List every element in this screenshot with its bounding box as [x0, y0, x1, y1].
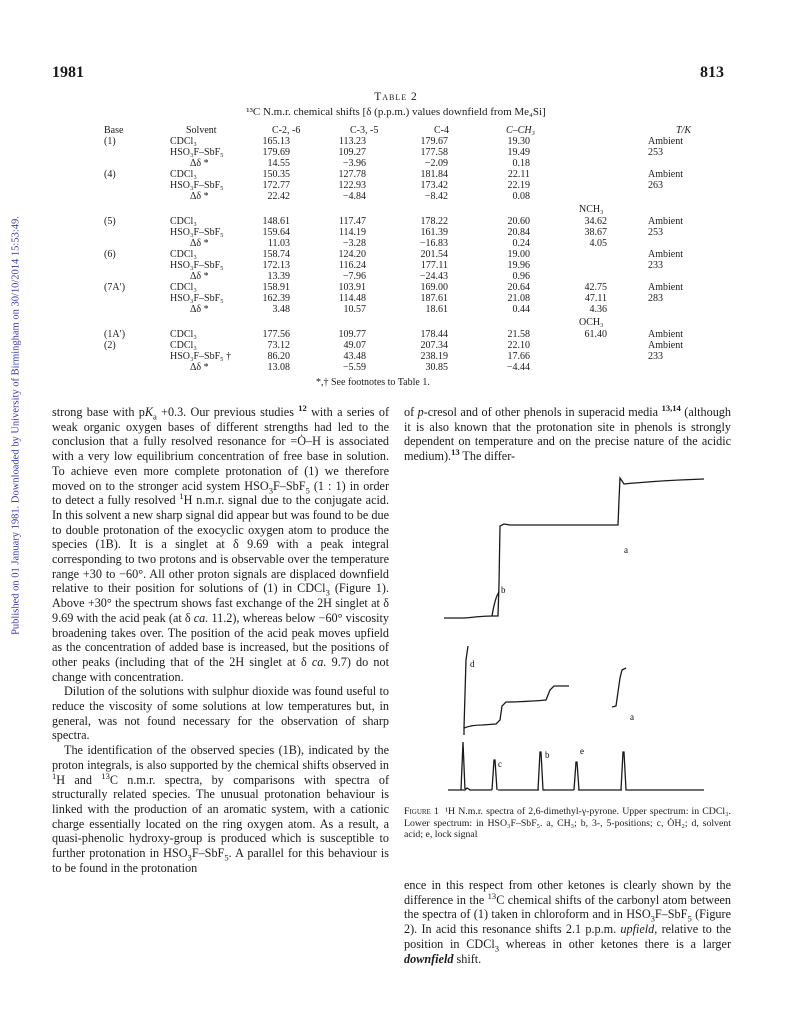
table-cell-c26: 148.61: [262, 216, 290, 227]
table-cell-c26: 162.39: [262, 293, 290, 304]
table-footnote: *,† See footnotes to Table 1.: [316, 377, 430, 388]
table-cell-cch3: 20.84: [507, 227, 530, 238]
table-cell-c26: 13.08: [267, 362, 290, 373]
table-header-base: Base: [104, 125, 124, 136]
table-header-tk: T/K: [676, 125, 692, 136]
table-cell-cch3: −4.44: [506, 362, 530, 373]
table-cell-cch3: 0.44: [512, 304, 530, 315]
table-cell-base: (6): [104, 249, 116, 260]
table-cell-solvent: Δδ *: [190, 304, 209, 315]
table-cell-tk: Ambient: [648, 340, 683, 351]
table-cell-c35: 10.57: [343, 304, 366, 315]
table-header-solvent: Solvent: [186, 125, 217, 136]
peak-b: [538, 752, 545, 790]
table-header-c4: C-4: [434, 125, 449, 136]
table-header-c26: C-2, -6: [272, 125, 301, 136]
table-cell-tk: 233: [648, 260, 663, 271]
table-cell-solvent: CDCl₃: [170, 216, 197, 227]
table-subhead-nch3: NCH₃: [579, 204, 604, 215]
table-cell-extra: 34.62: [584, 216, 607, 227]
table-cell-cch3: 20.64: [507, 282, 530, 293]
table-cell-base: (1A′): [104, 329, 126, 340]
table-cell-c26: 159.64: [262, 227, 290, 238]
table-cell-tk: Ambient: [648, 169, 683, 180]
table-cell-base: (4): [104, 169, 116, 180]
lower-spectrum-integral-d: [464, 646, 468, 728]
peak-a: [621, 752, 628, 790]
table-cell-solvent: HSO₃F–SbF₅ †: [170, 351, 232, 362]
table-cell-solvent: Δδ *: [190, 238, 209, 249]
table-cell-c4: 178.22: [420, 216, 448, 227]
label-b-upper: b: [501, 585, 506, 595]
table-cell-tk: Ambient: [648, 329, 683, 340]
peak-e: [574, 762, 579, 790]
table-cell-cch3: 17.66: [507, 351, 530, 362]
table-cell-solvent: HSO₃F–SbF₅: [170, 147, 224, 158]
table-cell-c35: 114.48: [338, 293, 366, 304]
figure-caption-label: Figure 1: [404, 806, 439, 817]
table-cell-solvent: CDCl₃: [170, 340, 197, 351]
table-cell-c35: 122.93: [338, 180, 366, 191]
table-cell-solvent: HSO₃F–SbF₅: [170, 227, 224, 238]
table-cell-c4: 179.67: [420, 136, 448, 147]
table-cell-tk: 253: [648, 147, 663, 158]
table-cell-solvent: CDCl₃: [170, 249, 197, 260]
table-cell-tk: 253: [648, 227, 663, 238]
table-cell-base: (2): [104, 340, 116, 351]
table-cell-c4: −2.09: [424, 158, 448, 169]
table-cell-solvent: Δδ *: [190, 191, 209, 202]
table-cell-extra: 47.11: [584, 293, 607, 304]
table-cell-tk: Ambient: [648, 216, 683, 227]
table-cell-cch3: 19.49: [507, 147, 530, 158]
table-cell-c35: 113.23: [338, 136, 366, 147]
table-cell-extra: 42.75: [584, 282, 607, 293]
table-cell-c4: −16.83: [419, 238, 448, 249]
table-cell-c26: 158.91: [262, 282, 290, 293]
table-cell-c35: 103.91: [338, 282, 366, 293]
table-cell-c4: 30.85: [425, 362, 448, 373]
table-cell-c4: 161.39: [420, 227, 448, 238]
table-cell-c26: 179.69: [262, 147, 290, 158]
table-cell-c26: 11.03: [267, 238, 290, 249]
table-cell-c4: 238.19: [420, 351, 448, 362]
table-cell-c4: −8.42: [424, 191, 448, 202]
page-number: 813: [700, 64, 724, 81]
table-cell-cch3: 20.60: [507, 216, 530, 227]
label-a-upper: a: [624, 545, 628, 555]
table-cell-c35: 109.27: [338, 147, 366, 158]
table-cell-solvent: Δδ *: [190, 362, 209, 373]
table-cell-tk: 233: [648, 351, 663, 362]
table-cell-c4: 173.42: [420, 180, 448, 191]
table-cell-c35: 117.47: [338, 216, 366, 227]
table-cell-cch3: 0.18: [512, 158, 530, 169]
table-cell-c35: 127.78: [338, 169, 366, 180]
table-cell-c4: −24.43: [419, 271, 448, 282]
table-cell-c26: 3.48: [272, 304, 290, 315]
table-header-cch3: C–CH₃: [506, 125, 536, 136]
figure-caption-text: ¹H N.m.r. spectra of 2,6-dimethyl-γ-pyrone. Upper spectrum: in CDCl₃. Lower spectrum: in HSO₃F–SbF₅. a, CH₃; b, 3-, 5-positions; c, ȮH₂; d, solvent acid; e, lock signal: [404, 806, 731, 840]
table-cell-tk: 263: [648, 180, 663, 191]
table-cell-c4: 181.84: [420, 169, 448, 180]
table-cell-c35: 116.24: [338, 260, 366, 271]
table-cell-c26: 13.39: [267, 271, 290, 282]
table-caption: ¹³C N.m.r. chemical shifts [δ (p.p.m.) values downfield from Me₄Si]: [246, 106, 546, 118]
table-cell-solvent: CDCl₃: [170, 136, 197, 147]
table-cell-c26: 14.55: [267, 158, 290, 169]
table-cell-c35: 43.48: [343, 351, 366, 362]
table-cell-c35: −3.96: [342, 158, 366, 169]
table-cell-c4: 187.61: [420, 293, 448, 304]
table-cell-cch3: 22.19: [507, 180, 530, 191]
table-cell-cch3: 0.96: [512, 271, 530, 282]
table-cell-solvent: CDCl₃: [170, 169, 197, 180]
table-cell-base: (1): [104, 136, 116, 147]
table-cell-solvent: HSO₃F–SbF₅: [170, 293, 224, 304]
table-cell-c35: 49.07: [343, 340, 366, 351]
table-cell-c26: 150.35: [262, 169, 290, 180]
table-cell-tk: Ambient: [648, 136, 683, 147]
right-column-text-bottom: ence in this respect from other ketones is clearly shown by the difference in the $^{13}$C chemical shifts of the carbonyl atom between the spectra of (1) taken in chloroform and in $HSO_3F-SbF_5$ (Figure 2). In acid this resonance shifts 2.1 p.p.m. upfield, relative to the position in CDCl$_3$ whereas in other ketones there is a larger downfield shift.: [404, 878, 731, 966]
table-cell-c35: 124.20: [338, 249, 366, 260]
table-cell-extra: 4.05: [589, 238, 607, 249]
table-cell-solvent: Δδ *: [190, 158, 209, 169]
table-cell-cch3: 0.08: [512, 191, 530, 202]
table-cell-cch3: 19.96: [507, 260, 530, 271]
nmr-spectra-figure: [404, 470, 734, 800]
table-cell-solvent: CDCl₃: [170, 282, 197, 293]
table-cell-cch3: 22.11: [507, 169, 530, 180]
peak-c: [492, 760, 497, 790]
table-label: Table 2: [374, 91, 418, 103]
table-cell-c35: −4.84: [342, 191, 366, 202]
table-header-c35: C-3, -5: [350, 125, 379, 136]
table-cell-c4: 169.00: [420, 282, 448, 293]
table-subhead-och3: OCH₃: [579, 317, 604, 328]
table-cell-c26: 172.13: [262, 260, 290, 271]
table-cell-c4: 177.58: [420, 147, 448, 158]
table-cell-cch3: 19.30: [507, 136, 530, 147]
table-cell-c35: −3.28: [342, 238, 366, 249]
table-cell-tk: 283: [648, 293, 663, 304]
label-e: e: [580, 746, 584, 756]
table-cell-c26: 22.42: [267, 191, 290, 202]
table-cell-solvent: CDCl₃: [170, 329, 197, 340]
table-cell-cch3: 19.00: [507, 249, 530, 260]
table-cell-extra: 4.36: [589, 304, 607, 315]
right-column-text-top: of p-cresol and of other phenols in superacid media $^{13,14}$ (although it is also known that the protonation site in phenols is strongly dependent on temperature and on the precise nature of the acidic medium).$^{13}$ The differ-: [404, 402, 731, 464]
table-cell-cch3: 21.08: [507, 293, 530, 304]
table-cell-c4: 207.34: [420, 340, 448, 351]
download-sidebar-note: Published on 01 January 1981. Downloaded by University of Birmingham on 30/10/2014 15:53:49.: [10, 216, 22, 635]
table-cell-base: (7A′): [104, 282, 126, 293]
table-cell-c35: −7.96: [342, 271, 366, 282]
peak-d: [461, 742, 474, 790]
lower-spectrum-integral: [464, 686, 569, 735]
table-cell-c35: 109.77: [338, 329, 366, 340]
label-b-lower: b: [545, 750, 550, 760]
table-cell-c35: −5.59: [342, 362, 366, 373]
table-cell-c26: 177.56: [262, 329, 290, 340]
table-cell-solvent: HSO₃F–SbF₅: [170, 180, 224, 191]
label-d: d: [470, 659, 475, 669]
table-cell-c26: 165.13: [262, 136, 290, 147]
table-cell-c26: 86.20: [267, 351, 290, 362]
table-cell-c26: 158.74: [262, 249, 290, 260]
running-head-year: 1981: [52, 64, 84, 81]
table-cell-c35: 114.19: [338, 227, 366, 238]
table-cell-solvent: Δδ *: [190, 271, 209, 282]
table-cell-cch3: 22.10: [507, 340, 530, 351]
table-cell-c4: 201.54: [420, 249, 448, 260]
table-cell-cch3: 21.58: [507, 329, 530, 340]
figure-caption: [404, 806, 731, 841]
label-c: c: [498, 759, 502, 769]
table-cell-c4: 177.11: [420, 260, 448, 271]
upper-spectrum-trace: [444, 478, 704, 618]
left-column-text: strong base with $pK_a +0.3$. Our previous studies $^{12}$ with a series of weak organic oxygen bases of different strengths had led to the conclusion that a fully resolved resonance for =Ȯ–H is associated with a very low equilibrium concentration of free base in solution. To achieve even more complete protonation of (1) we therefore moved on to the stronger acid system $HSO_3F-SbF_5$ (1 : 1) in order to detect a fully resolved $^1$H n.m.r. signal due to the conjugate acid. In this solvent a new sharp signal did appear but was found to be due to double protonation of the exocyclic oxygen atom to produce the species (1B). It is a singlet at δ 9.69 with a peak integral corresponding to two protons and is observable over the temperature range +30 to −60°. All other proton signals are displaced downfield relative to their position for solutions of (1) in CDCl$_3$ (Figure 1). Above +30° the spectrum shows fast exchange of the 2H singlet at δ 9.69 with the acid peak (at δ ca. 11.2), whereas below −60° viscosity broadening takes over. The position of the acid peak moves upfield as the concentration of added base is increased, but the positions of other peaks (including that of the 2H singlet at δ ca. 9.7) do not change with concentration. Dilution of the solutions with sulphur dioxide was found useful to reduce the viscosity of some solutions at low temperatures but, in general, was not found necessary for the observation of sharp spectra. The identification of the observed species (1B), indicated by the proton integrals, is also supported by the chemical shifts observed in $^1$H and $^{13}$C n.m.r. spectra, by comparisons with spectra of structurally related species. The unusual protonation behaviour is linked with the production of an aromatic system, with a cationic charge essentially located on the ring oxygen atom. As a result, a quasi-phenolic hydroxy-group is produced which is susceptible to further protonation in $HSO_3F-SbF_5$. A parallel for this behaviour is to be found in the protonation: [52, 402, 390, 875]
table: [0, 0, 792, 400]
table-cell-base: (5): [104, 216, 116, 227]
lower-spectrum-integral-a: [612, 668, 626, 707]
table-cell-solvent: HSO₃F–SbF₅: [170, 260, 224, 271]
label-a-lower: a: [630, 712, 634, 722]
table-cell-c4: 178.44: [420, 329, 448, 340]
table-cell-c4: 18.61: [425, 304, 448, 315]
table-cell-cch3: 0.24: [512, 238, 530, 249]
table-cell-extra: 61.40: [584, 329, 607, 340]
table-cell-c26: 73.12: [267, 340, 290, 351]
table-cell-tk: Ambient: [648, 249, 683, 260]
table-cell-extra: 38.67: [584, 227, 607, 238]
table-cell-tk: Ambient: [648, 282, 683, 293]
table-cell-c26: 172.77: [262, 180, 290, 191]
